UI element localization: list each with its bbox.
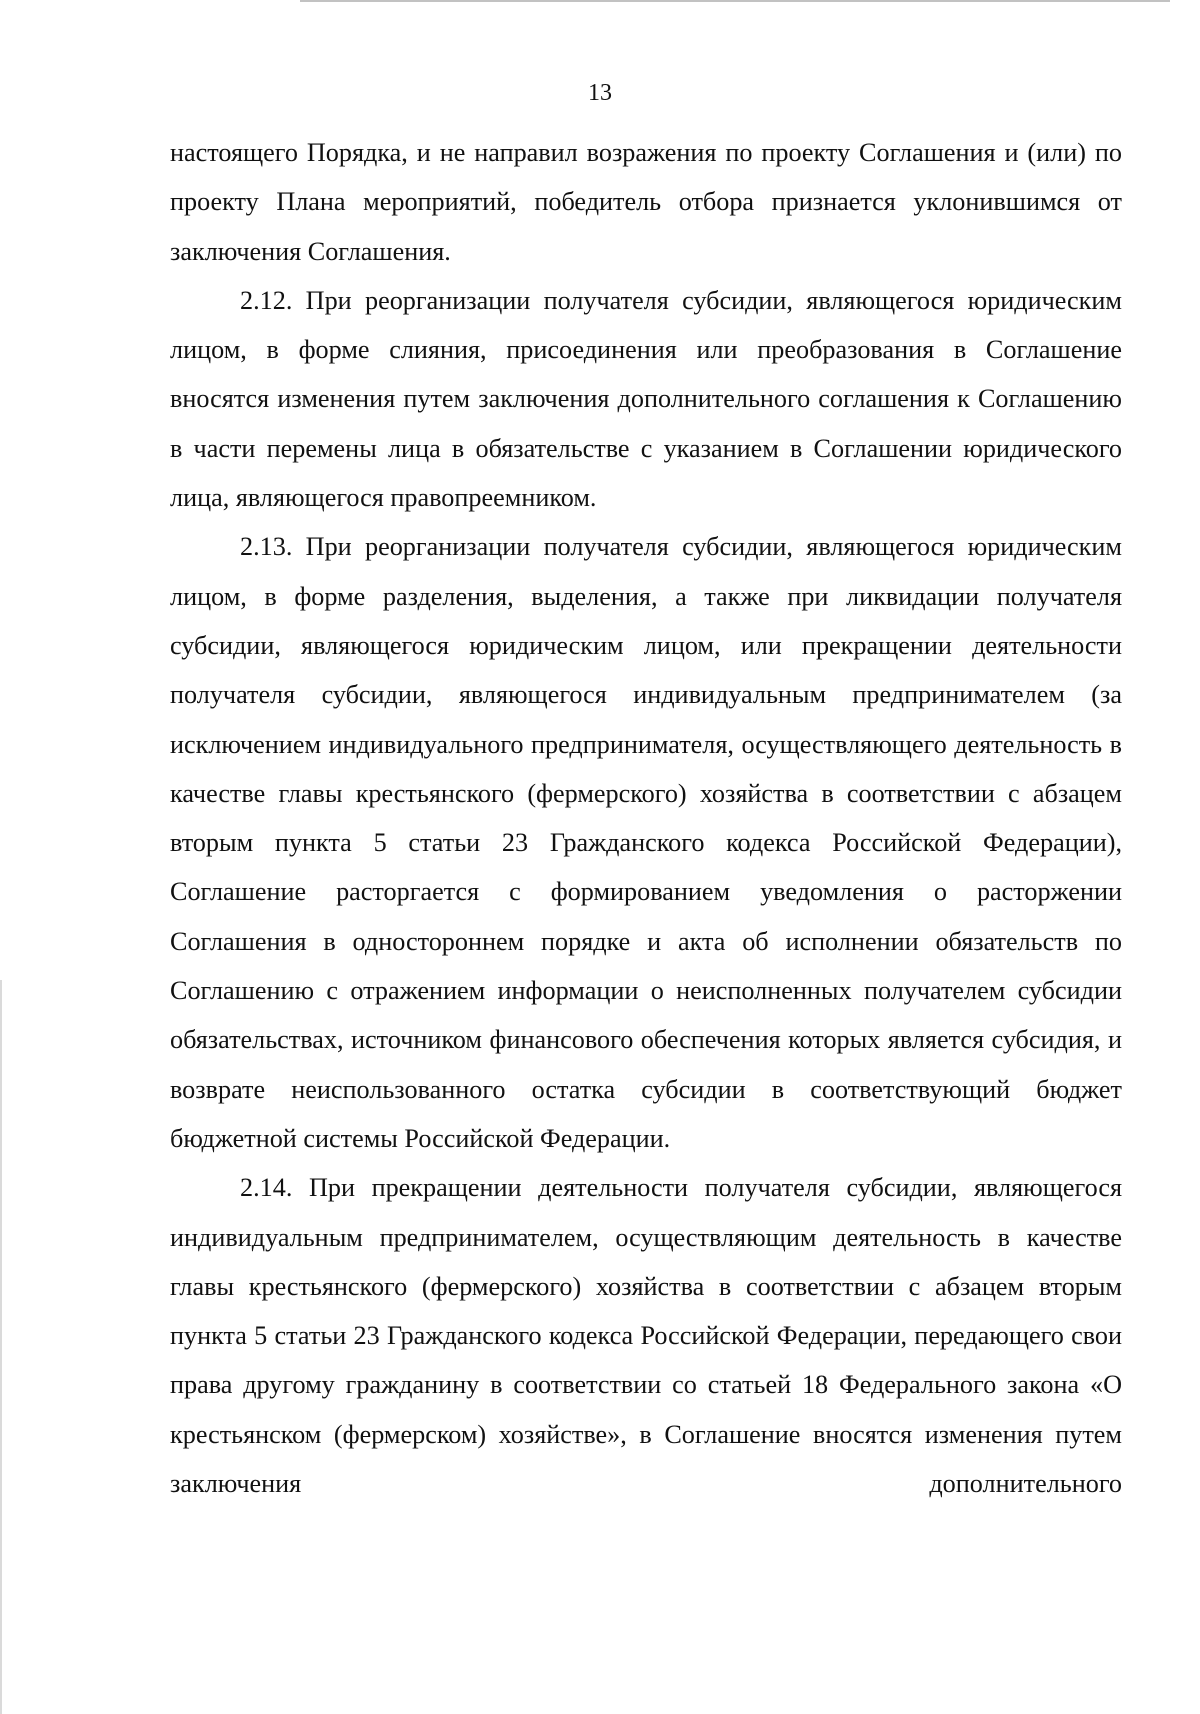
paragraph-2-14: 2.14. При прекращении деятельности получателя субсидии, являющегося индивидуальным предпринимателем, осуществляющим деятельность в качестве главы крестьянского (фермерского) хозяйства в соответствии с абзацем вторым пункта 5 статьи 23 Гражданского кодекса Российской Федерации, передающего свои права другому гражданину в соответствии со статьей 18 Федерального закона «О крестьянском (фермерском) хозяйстве», в Соглашение вносятся изменения путем заключения дополнительного (170, 1173, 1122, 1499)
scan-edge-top (300, 0, 1170, 2)
page-number: 13 (588, 80, 612, 106)
body-text (170, 128, 1122, 1508)
paragraph-2-13: 2.13. При реорганизации получателя субсидии, являющегося юридическим лицом, в форме разделения, выделения, а также при ликвидации получателя субсидии, являющегося юридическим лицом, или прекращении деятельности получателя субсидии, являющегося индивидуальным предпринимателем (за исключением индивидуального предпринимателя, осуществляющего деятельность в качестве главы крестьянского (фермерского) хозяйства в соответствии с абзацем вторым пункта 5 статьи 23 Гражданского кодекса Российской Федерации), Соглашение расторгается с формированием уведомления о расторжении Соглашения в одностороннем порядке и акта об исполнении обязательств по Соглашению с отражением информации о неисполненных получателем субсидии обязательствах, источником финансового обеспечения которых является субсидия, и возврате неиспользованного остатка субсидии в соответствующий бюджет бюджетной системы Российской Федерации. (170, 532, 1122, 1153)
paragraph-continuation: настоящего Порядка, и не направил возражения по проекту Соглашения и (или) по проекту Плана мероприятий, победитель отбора признается уклонившимся от заключения Соглашения. (170, 138, 1122, 266)
scan-edge-left (0, 980, 2, 1714)
paragraph-2-12: 2.12. При реорганизации получателя субсидии, являющегося юридическим лицом, в форме слияния, присоединения или преобразования в Соглашение вносятся изменения путем заключения дополнительного соглашения к Соглашению в части перемены лица в обязательстве с указанием в Соглашении юридического лица, являющегося правопреемником. (170, 285, 1122, 513)
